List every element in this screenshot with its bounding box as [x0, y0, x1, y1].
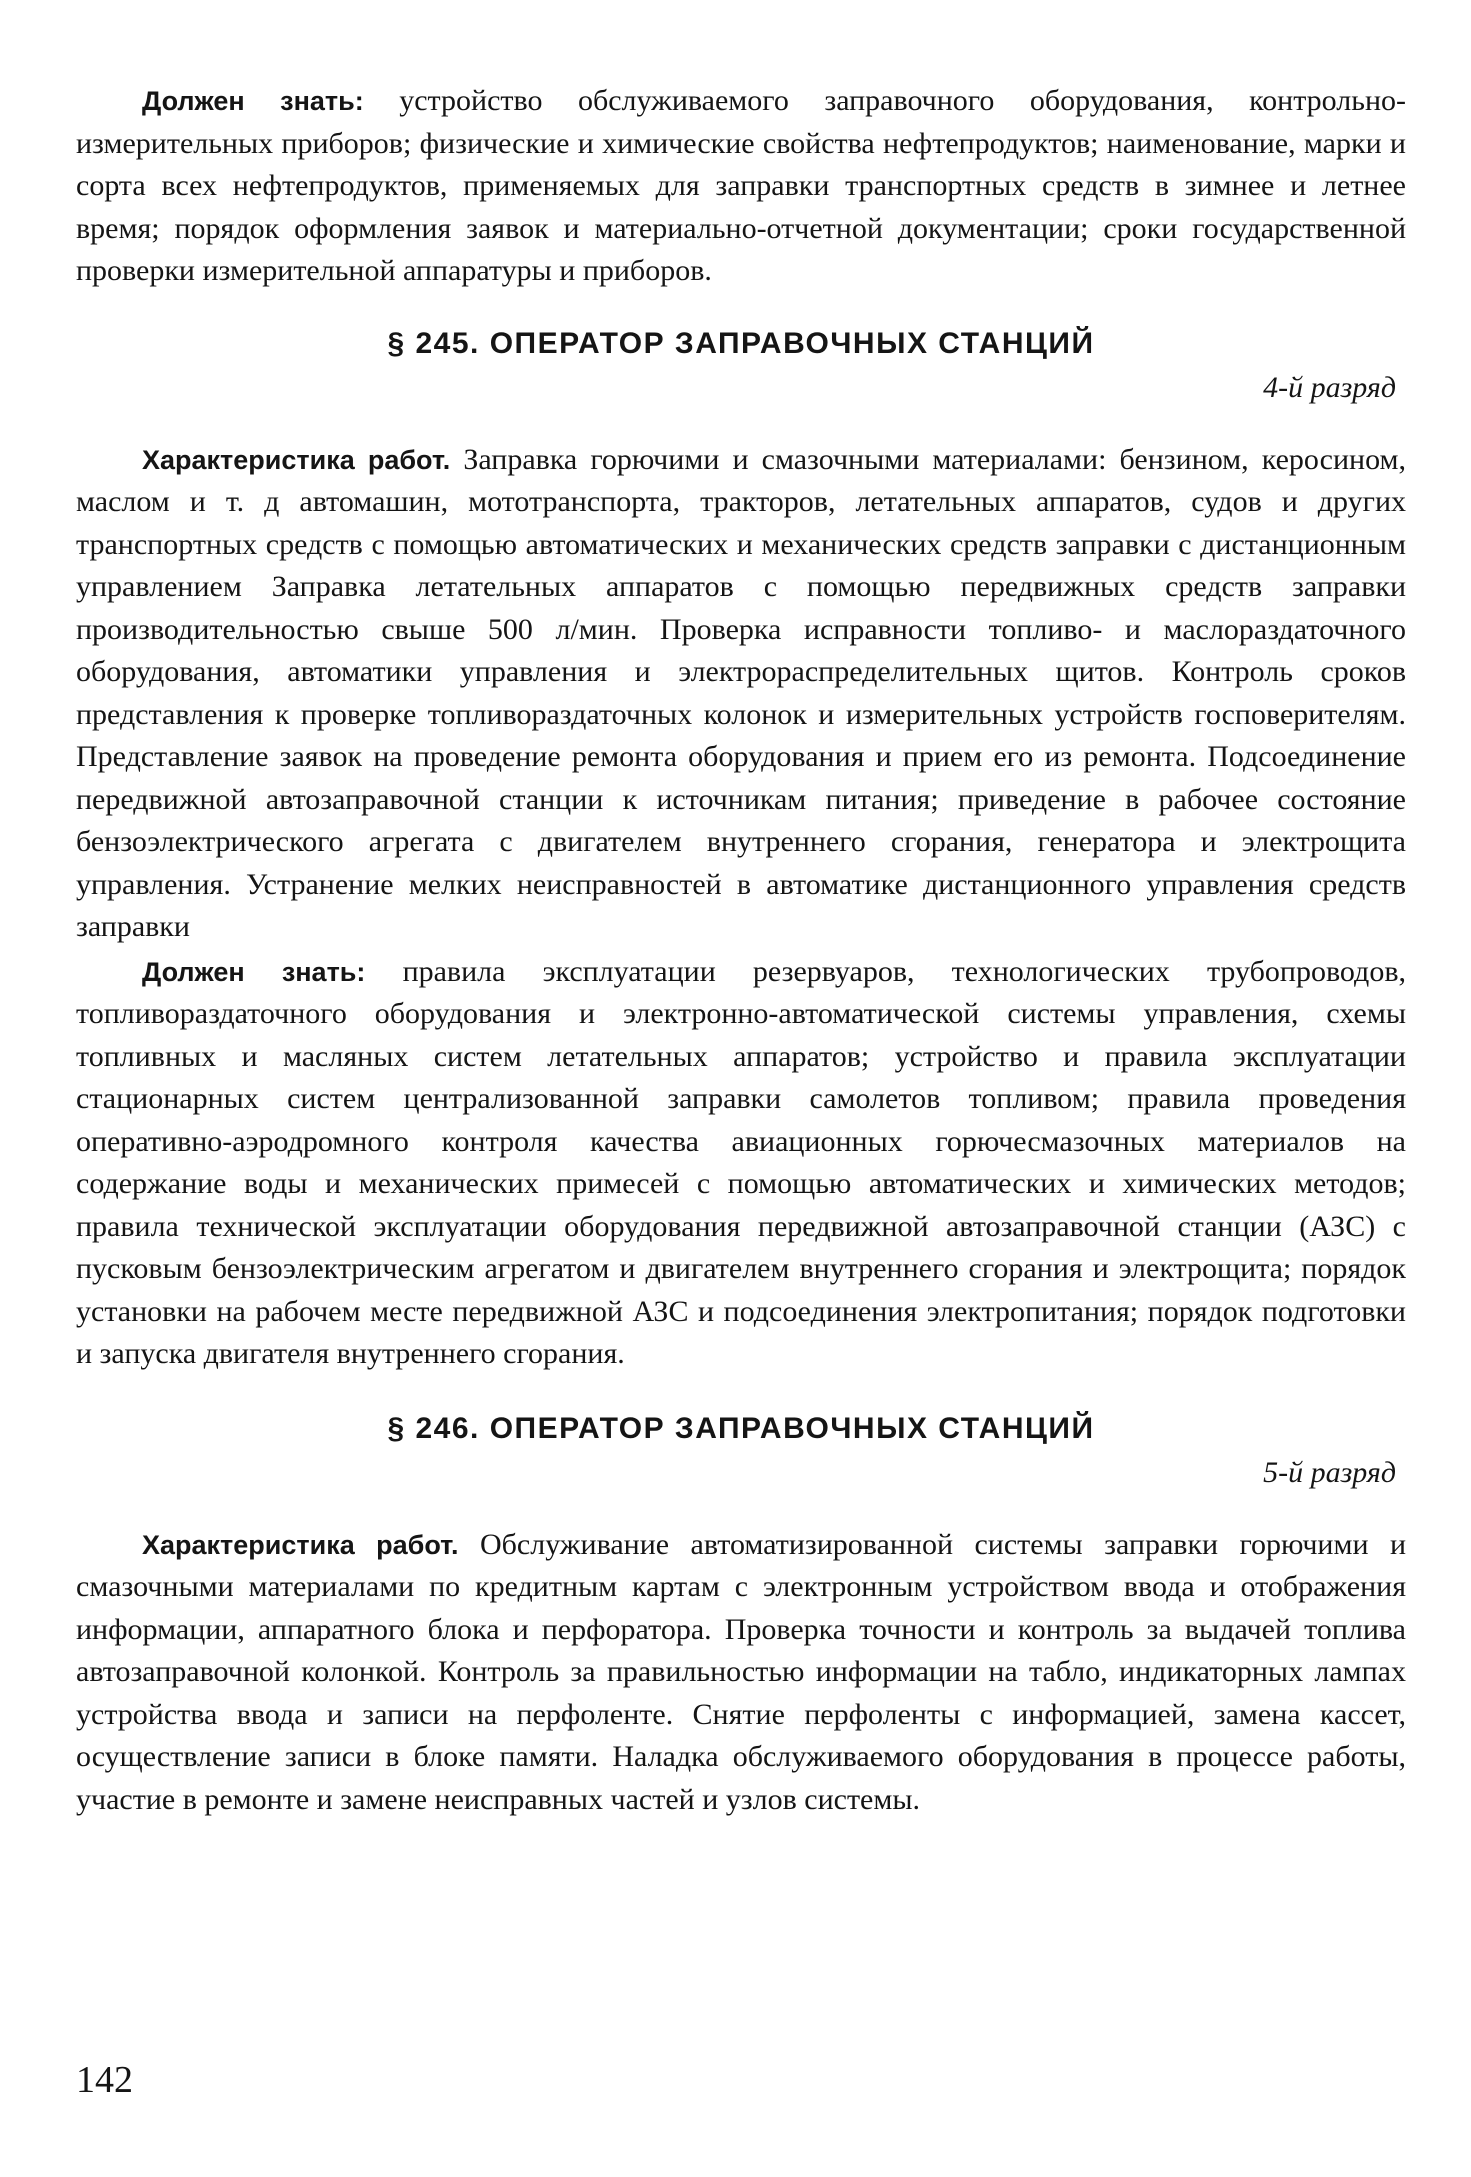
- section-245-know-label: Должен знать:: [142, 956, 366, 987]
- section-245-know-text: правила эксплуатации резервуаров, технологических трубопроводов, топливораздаточного оборудования и электронно-автоматической системы управления, схемы топливных и масляных систем летательных аппаратов; устройство и правила эксплуатации стационарных систем централизованной заправки самолетов топливом; правила проведения оперативно-аэродромного контроля качества авиационных горючесмазочных материалов на содержание воды и механических примесей с помощью автоматических и химических методов; правила технической эксплуатации оборудования передвижной автозаправочной станции (АЗС) с пусковым бензоэлектрическим агрегатом и двигателем внутреннего сгорания и электрощита; порядок установки на рабочем месте передвижной АЗС и подсоединения электропитания; порядок подготовки и запуска двигателя внутреннего сгорания.: [76, 954, 1406, 1370]
- section-245-know-paragraph: [76, 951, 1406, 1376]
- section-245-work-paragraph: [76, 439, 1406, 949]
- intro-label: Должен знать:: [142, 86, 364, 116]
- section-245-rank: 4-й разряд: [1263, 370, 1396, 404]
- section-245-work-label: Характеристика работ.: [142, 444, 451, 475]
- page-content: [76, 80, 1406, 1821]
- section-246-rank: 5-й разряд: [1263, 1455, 1396, 1489]
- section-246-title: § 246. ОПЕРАТОР ЗАПРАВОЧНЫХ СТАНЦИЙ: [387, 1411, 1095, 1445]
- section-245-work-text: Заправка горючими и смазочными материалами: бензином, керосином, маслом и т. д автомашин, мототранспорта, тракторов, летательных аппаратов, судов и других транспортных средств с помощью автоматических и механических средств заправки с дистанционным управлением Заправка летательных аппаратов с помощью передвижных средств заправки производительностью свыше 500 л/мин. Проверка исправности топливо- и маслораздаточного оборудования, автоматики управления и электрораспределительных щитов. Контроль сроков представления к проверке топливораздаточных колонок и измерительных устройств госповерителям. Представление заявок на проведение ремонта оборудования и прием его из ремонта. Подсоединение передвижной автозаправочной станции к источникам питания; приведение в рабочее состояние бензоэлектрического агрегата с двигателем внутреннего сгорания, генератора и электрощита управления. Устранение мелких неисправностей в автоматике дистанционного управления средств заправки: [76, 442, 1406, 943]
- page-number: 142: [76, 2059, 133, 2101]
- section-246-work-paragraph: [76, 1524, 1406, 1822]
- intro-paragraph: [76, 80, 1406, 293]
- intro-text: устройство обслуживаемого заправочного оборудования, контрольно-измерительных приборов; физические и химические свойства нефтепродуктов; наименование, марки и сорта всех нефтепродуктов, применяемых для заправки транспортных средств в зимнее и летнее время; порядок оформления заявок и материально-отчетной документации; сроки государственной проверки измерительной аппаратуры и приборов.: [76, 84, 1406, 287]
- section-246-work-text: Обслуживание автоматизированной системы заправки горючими и смазочными материалами по кредитным картам с электронным устройством ввода и отображения информации, аппаратного блока и перфоратора. Проверка точности и контроль за выдачей топлива автозаправочной колонкой. Контроль за правильностью информации на табло, индикаторных лампах устройства ввода и записи на перфоленте. Снятие перфоленты с информацией, замена кассет, осуществление записи в блоке памяти. Наладка обслуживаемого оборудования в процессе работы, участие в ремонте и замене неисправных частей и узлов системы.: [76, 1527, 1406, 1816]
- section-245-title: § 245. ОПЕРАТОР ЗАПРАВОЧНЫХ СТАНЦИЙ: [387, 326, 1095, 360]
- section-246-work-label: Характеристика работ.: [142, 1529, 459, 1560]
